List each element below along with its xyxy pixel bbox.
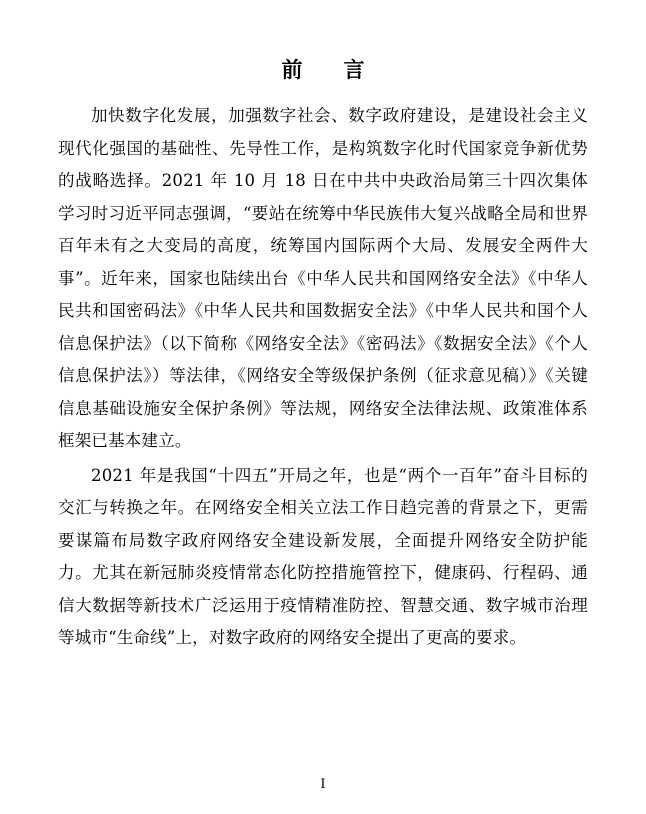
page-number: I xyxy=(320,777,326,792)
paragraph-1: 加快数字化发展，加强数字社会、数字政府建设，是建设社会主义现代化强国的基础性、先导性工作，是构筑数字化时代国家竞争新优势的战略选择。2021 年 10 月 18 日在中共中央政治局第三十四次集体学习时习近平同志强调，“要站在统筹中华民族伟大复兴战略全局和世界百年未有之大变局的高度，统筹国内国际两个大局、发展安全两件大事”。近年来，国家也陆续出台《中华人民共和国网络安全法》《中华人民共和国密码法》《中华人民共和国数据安全法》《中华人民共和国个人信息保护法》（以下简称《网络安全法》《密码法》《数据安全法》《个人信息保护法》）等法律，《网络安全等级保护条例（征求意见稿）》《关键信息基础设施安全保护条例》等法规，网络安全法律法规、政策准体系框架已基本建立。 xyxy=(58,106,588,450)
page-title: 前 言 xyxy=(281,57,375,82)
paragraph-2: 2021 年是我国“十四五”开局之年，也是“两个一百年”奋斗目标的交汇与转换之年。在网络安全相关立法工作日趋完善的背景之下，更需要谋篇布局数字政府网络安全建设新发展，全面提升网络安全防护能力。尤其在新冠肺炎疫情常态化防控措施管控下，健康码、行程码、通信大数据等新技术广泛运用于疫情精准防控、智慧交通、数字城市治理等城市“生命线”上，对数字政府的网络安全提出了更高的要求。 xyxy=(58,465,588,647)
